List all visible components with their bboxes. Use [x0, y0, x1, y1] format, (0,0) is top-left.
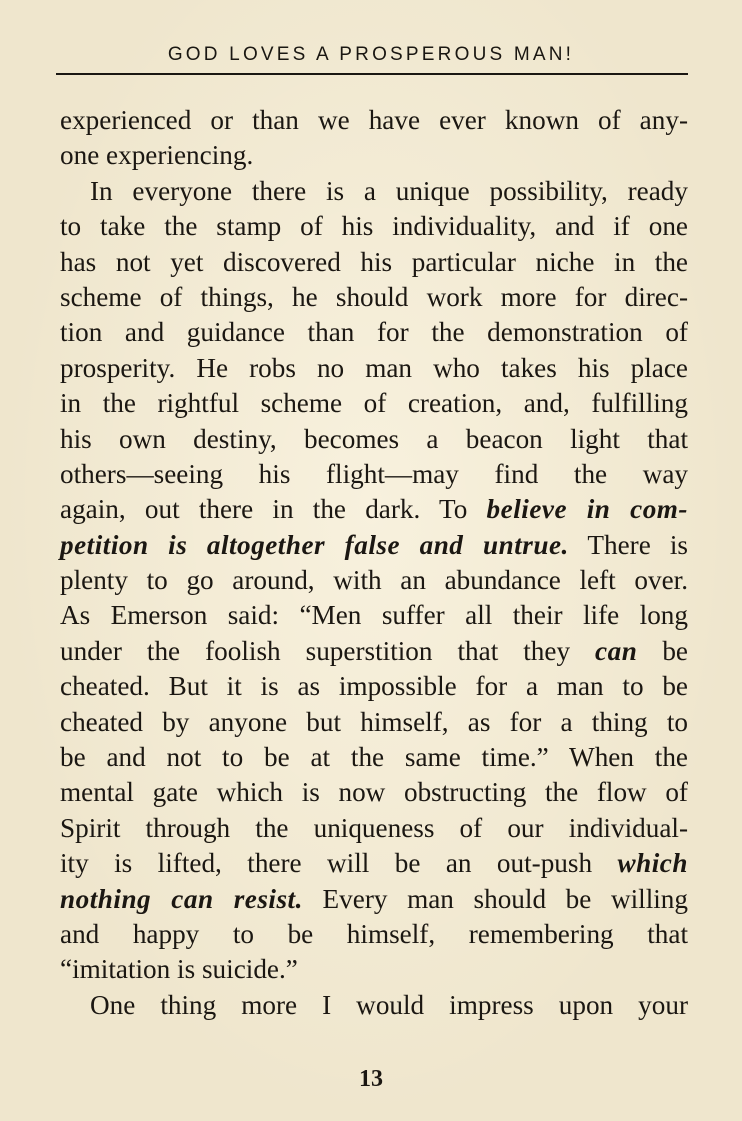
text-segment: under the foolish superstition that they [60, 635, 596, 666]
text-line [60, 988, 688, 1023]
running-head: GOD LOVES A PROSPEROUS MAN! [167, 44, 575, 65]
text-segment: scheme of things, he should work more for direc- [60, 281, 688, 312]
header-rule [56, 73, 688, 75]
text-line [60, 669, 688, 704]
text-segment: There is [568, 529, 688, 560]
emphasis-text: believe in com- [486, 494, 688, 525]
text-line [60, 882, 688, 917]
text-segment: others—seeing his flight—may find the way [60, 458, 688, 489]
emphasis-text: can [595, 635, 638, 666]
text-segment: be and not to be at the same time.” When the [60, 742, 688, 773]
text-segment: ity is lifted, there will be an out-push [60, 848, 618, 879]
text-line [60, 351, 688, 386]
text-line [60, 386, 688, 421]
text-line [60, 775, 688, 810]
emphasis-text: nothing can resist. [60, 883, 303, 914]
text-segment: cheated. But it is as impossible for a man to be [60, 671, 688, 702]
text-segment: be [637, 635, 688, 666]
text-line [60, 103, 688, 138]
text-segment: mental gate which is now obstructing the flow of [60, 777, 688, 808]
text-line [60, 457, 688, 492]
text-segment: experienced or than we have ever known of any- [60, 105, 688, 135]
text-line [60, 528, 688, 563]
text-line [60, 422, 688, 457]
text-segment: As Emerson said: “Men suffer all their life long [60, 600, 688, 631]
text-segment: has not yet discovered his particular niche in the [60, 246, 688, 277]
text-segment: prosperity. He robs no man who takes his place [60, 352, 688, 383]
text-line [60, 138, 688, 173]
text-line [60, 952, 688, 987]
text-segment: In everyone there is a unique possibility, ready [90, 175, 688, 206]
text-segment: tion and guidance than for the demonstration of [60, 317, 688, 348]
text-line [60, 917, 688, 952]
text-line [60, 315, 688, 350]
text-line [60, 740, 688, 775]
text-segment: Spirit through the uniqueness of our individual- [60, 812, 688, 843]
text-segment: Every man should be willing [302, 883, 688, 914]
text-line [60, 634, 688, 669]
page-number: 13 [359, 1066, 383, 1092]
text-line [60, 705, 688, 740]
text-line [60, 492, 688, 527]
text-line [60, 280, 688, 315]
text-line [60, 174, 688, 209]
text-line [60, 598, 688, 633]
text-line [60, 846, 688, 881]
body-text [60, 103, 688, 1023]
emphasis-text: which [617, 848, 688, 879]
text-segment: cheated by anyone but himself, as for a thing to [60, 706, 688, 737]
text-segment: “imitation is suicide.” [60, 954, 298, 985]
text-segment: plenty to go around, with an abundance left over. [60, 565, 688, 596]
emphasis-text: petition is altogether false and untrue. [60, 529, 569, 560]
text-line [60, 811, 688, 846]
text-line [60, 563, 688, 598]
text-segment: his own destiny, becomes a beacon light that [60, 423, 688, 454]
text-segment: One thing more I would impress upon your [90, 989, 688, 1020]
text-segment: in the rightful scheme of creation, and, fulfilling [60, 388, 688, 419]
text-line [60, 245, 688, 280]
text-segment: to take the stamp of his individuality, and if one [60, 211, 688, 242]
text-segment: one experiencing. [60, 140, 254, 171]
text-segment: and happy to be himself, remembering that [60, 918, 688, 949]
text-line [60, 209, 688, 244]
text-segment: again, out there in the dark. To [60, 494, 487, 525]
